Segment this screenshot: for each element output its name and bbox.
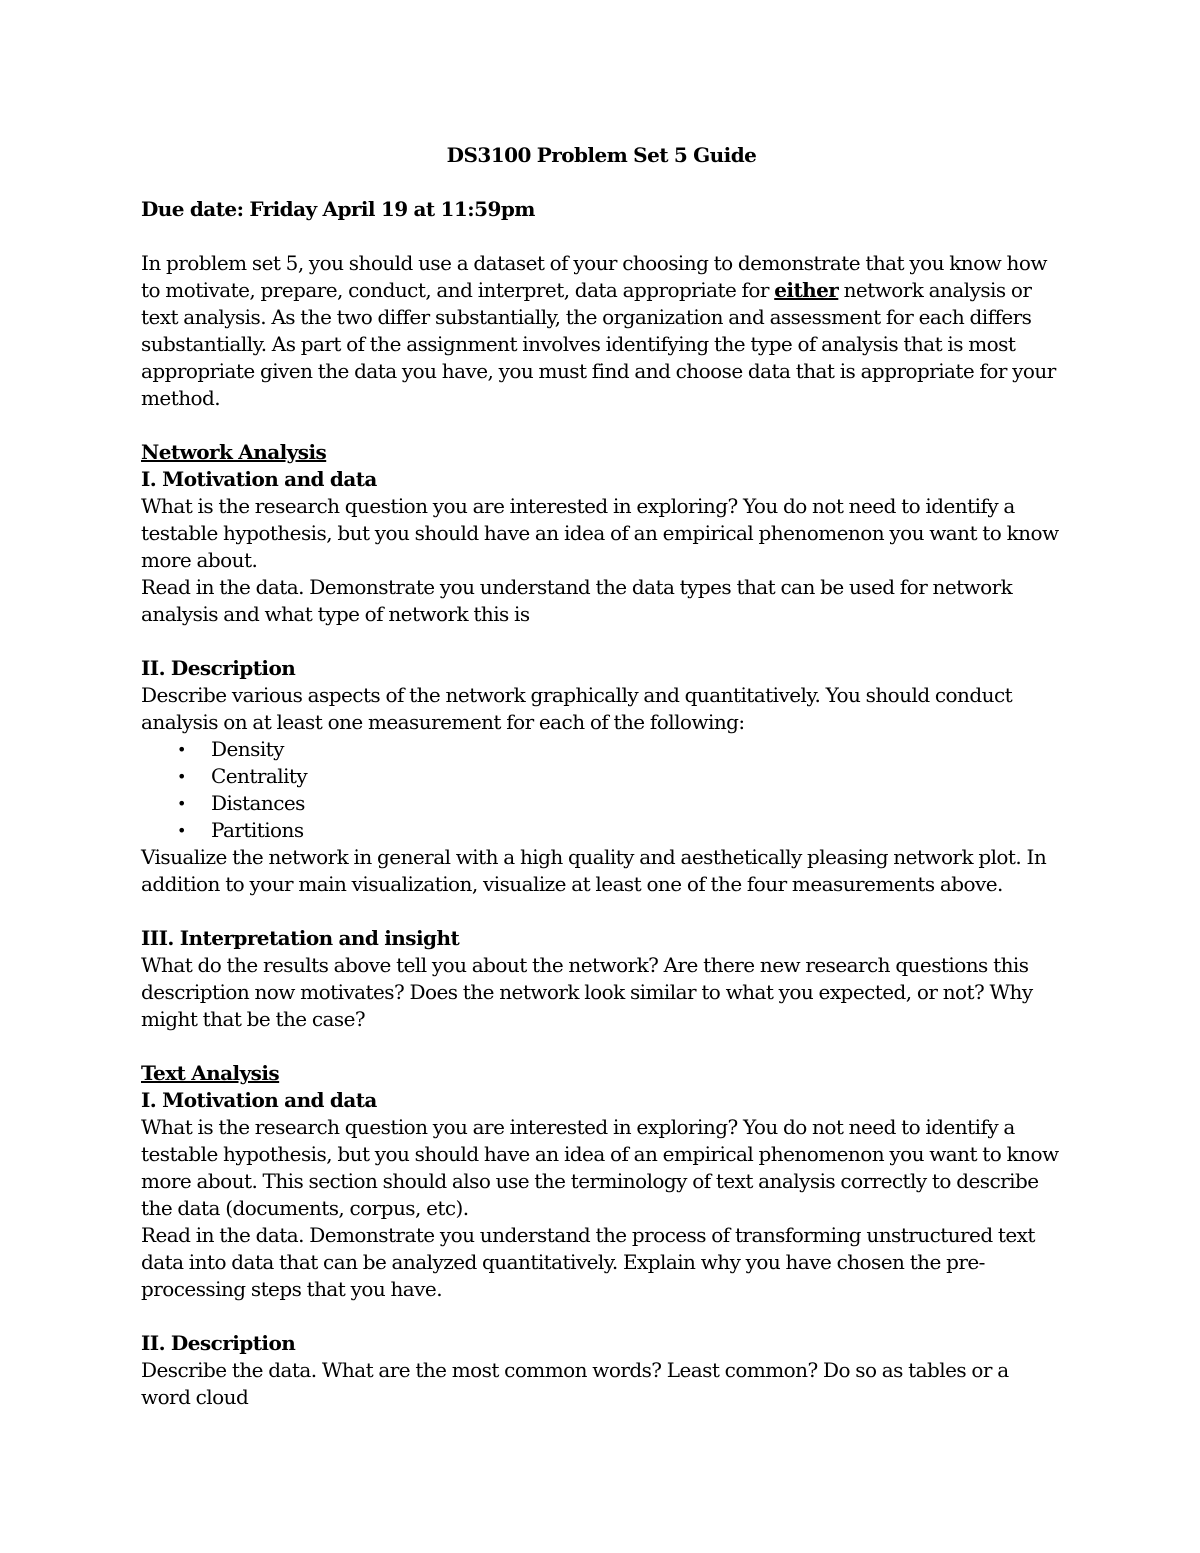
network-motivation-paragraph-2: Read in the data. Demonstrate you understand the data types that can be used for network analysis and what type of network this is	[141, 575, 1013, 626]
spacer	[141, 412, 1062, 439]
bullet-icon: •	[177, 794, 186, 813]
network-analysis-heading: Network Analysis	[141, 440, 327, 464]
text-motivation-paragraph-1: What is the research question you are interested in exploring? You do not need to identify a testable hypothesis, but you should have an idea of an empirical phenomenon you want to know more about. This section should also use the terminology of text analysis correctly to describe the data (documents, corpus, etc).	[141, 1115, 1059, 1220]
network-motivation-paragraph-1: What is the research question you are interested in exploring? You do not need to identify a testable hypothesis, but you should have an idea of an empirical phenomenon you want to know more about.	[141, 494, 1059, 572]
spacer	[141, 169, 1062, 196]
spacer	[141, 898, 1062, 925]
network-description-paragraph-2: Visualize the network in general with a high quality and aesthetically pleasing network plot. In addition to your main visualization, visualize at least one of the four measurements above.	[141, 845, 1047, 896]
bullet-icon: •	[177, 821, 186, 840]
list-item-label: Density	[211, 737, 284, 761]
list-item-label: Distances	[211, 791, 305, 815]
network-interpretation-paragraph: What do the results above tell you about the network? Are there new research questions this description now motivates? Does the network look similar to what you expected, or not? Why might that be the case?	[141, 953, 1033, 1031]
text-description-paragraph: Describe the data. What are the most common words? Least common? Do so as tables or a word cloud	[141, 1358, 1009, 1409]
spacer	[141, 628, 1062, 655]
text-analysis-heading: Text Analysis	[141, 1061, 280, 1085]
intro-text-start: In problem set 5, you should use a dataset of your choosing to demonstrate that you know how to motivate, prepare, conduct, and interpret, data appropriate for	[141, 251, 1047, 302]
network-description-heading: II. Description	[141, 656, 296, 680]
list-item	[141, 817, 1062, 844]
bullet-icon: •	[177, 740, 186, 759]
text-motivation-paragraph-2: Read in the data. Demonstrate you understand the process of transforming unstructured text data into data that can be analyzed quantitatively. Explain why you have chosen the pre-processing steps that you have.	[141, 1223, 1035, 1301]
measurement-list	[141, 736, 1062, 844]
list-item	[141, 736, 1062, 763]
list-item-label: Partitions	[211, 818, 304, 842]
text-description-heading: II. Description	[141, 1331, 296, 1355]
list-item-label: Centrality	[211, 764, 308, 788]
spacer	[141, 1033, 1062, 1060]
spacer	[141, 1303, 1062, 1330]
network-motivation-heading: I. Motivation and data	[141, 467, 377, 491]
network-description-paragraph-1: Describe various aspects of the network graphically and quantitatively. You should conduct analysis on at least one measurement for each of the following:	[141, 683, 1013, 734]
list-item	[141, 763, 1062, 790]
due-date: Due date: Friday April 19 at 11:59pm	[141, 197, 535, 221]
spacer	[141, 223, 1062, 250]
intro-emphasis: either	[774, 278, 839, 302]
text-motivation-heading: I. Motivation and data	[141, 1088, 377, 1112]
network-interpretation-heading: III. Interpretation and insight	[141, 926, 460, 950]
document-title: DS3100 Problem Set 5 Guide	[446, 143, 757, 167]
intro-paragraph	[141, 250, 1062, 412]
bullet-icon: •	[177, 767, 186, 786]
intro-text-end: network analysis or text analysis. As the two differ substantially, the organization and assessment for each differs substantially. As part of the assignment involves identifying the type of analysis that is most appropriate given the data you have, you must find and choose data that is appropriate for your method.	[141, 278, 1056, 410]
list-item	[141, 790, 1062, 817]
